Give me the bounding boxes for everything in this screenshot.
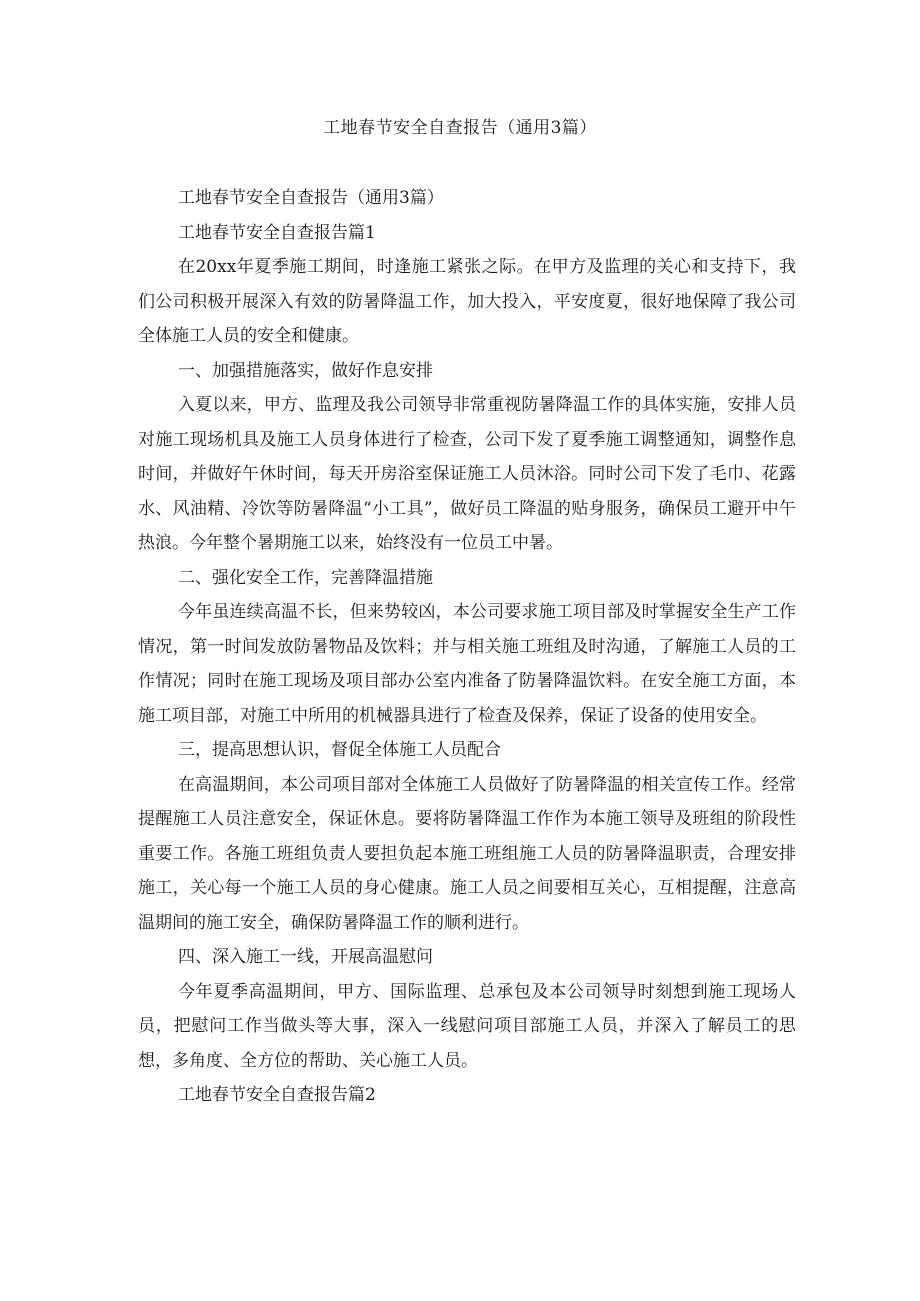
section-heading-3: 三，提高思想认识，督促全体施工人员配合 (178, 740, 501, 760)
section-heading-part2: 工地春节安全自查报告篇2 (178, 1085, 376, 1105)
paragraph-section-2: 今年虽连续高温不长，但来势较凶，本公司要求施工项目部及时掌握安全生产工作情况，第一时间发放防暑物品及饮料；并与相关施工班组及时沟通，了解施工人员的工作情况；同时在施工现场及项目部办公室内准备了防暑降温饮料。在安全施工方面，本施工项目部，对施工中所用的机械器具进行了检查及保养，保证了设备的使用安全。 (138, 602, 796, 726)
paragraph-section-1: 入夏以来，甲方、监理及我公司领导非常重视防暑降温工作的具体实施，安排人员对施工现场机具及施工人员身体进行了检查，公司下发了夏季施工调整通知，调整作息时间，并做好午休时间，每天开房浴室保证施工人员沐浴。同时公司下发了毛巾、花露水、风油精、冷饮等防暑降温“小工具”，做好员工降温的贴身服务，确保员工避开中午热浪。今年整个暑期施工以来，始终没有一位员工中暑。 (138, 395, 796, 553)
document-body (138, 181, 796, 1113)
document-title: 工地春节安全自查报告（通用3篇） (323, 118, 597, 138)
section-heading-1: 一、加强措施落实，做好作息安排 (178, 360, 433, 381)
paragraph-section-4: 今年夏季高温期间，甲方、国际监理、总承包及本公司领导时刻想到施工现场人员，把慰问工作当做头等大事，深入一线慰问项目部施工人员，并深入了解员工的思想，多角度、全方位的帮助、关心施工人员。 (138, 981, 796, 1071)
paragraph-intro: 在20xx年夏季施工期间，时逢施工紧张之际。在甲方及监理的关心和支持下，我们公司积极开展深入有效的防暑降温工作，加大投入，平安度夏，很好地保障了我公司全体施工人员的安全和健康。 (138, 257, 796, 346)
paragraph-subtitle: 工地春节安全自查报告（通用3篇） (178, 188, 444, 208)
paragraph-section-3: 在高温期间，本公司项目部对全体施工人员做好了防暑降温的相关宣传工作。经常提醒施工人员注意安全，保证休息。要将防暑降温工作作为本施工领导及班组的阶段性重要工作。各施工班组负责人要担负起本施工班组施工人员的防暑降温职责，合理安排施工，关心每一个施工人员的身心健康。施工人员之间要相互关心，互相提醒，注意高温期间的施工安全，确保防暑降温工作的顺利进行。 (138, 774, 796, 933)
section-heading-part1: 工地春节安全自查报告篇1 (178, 222, 376, 243)
section-heading-4: 四、深入施工一线，开展高温慰问 (178, 947, 433, 967)
section-heading-2: 二、强化安全工作，完善降温措施 (178, 567, 433, 588)
